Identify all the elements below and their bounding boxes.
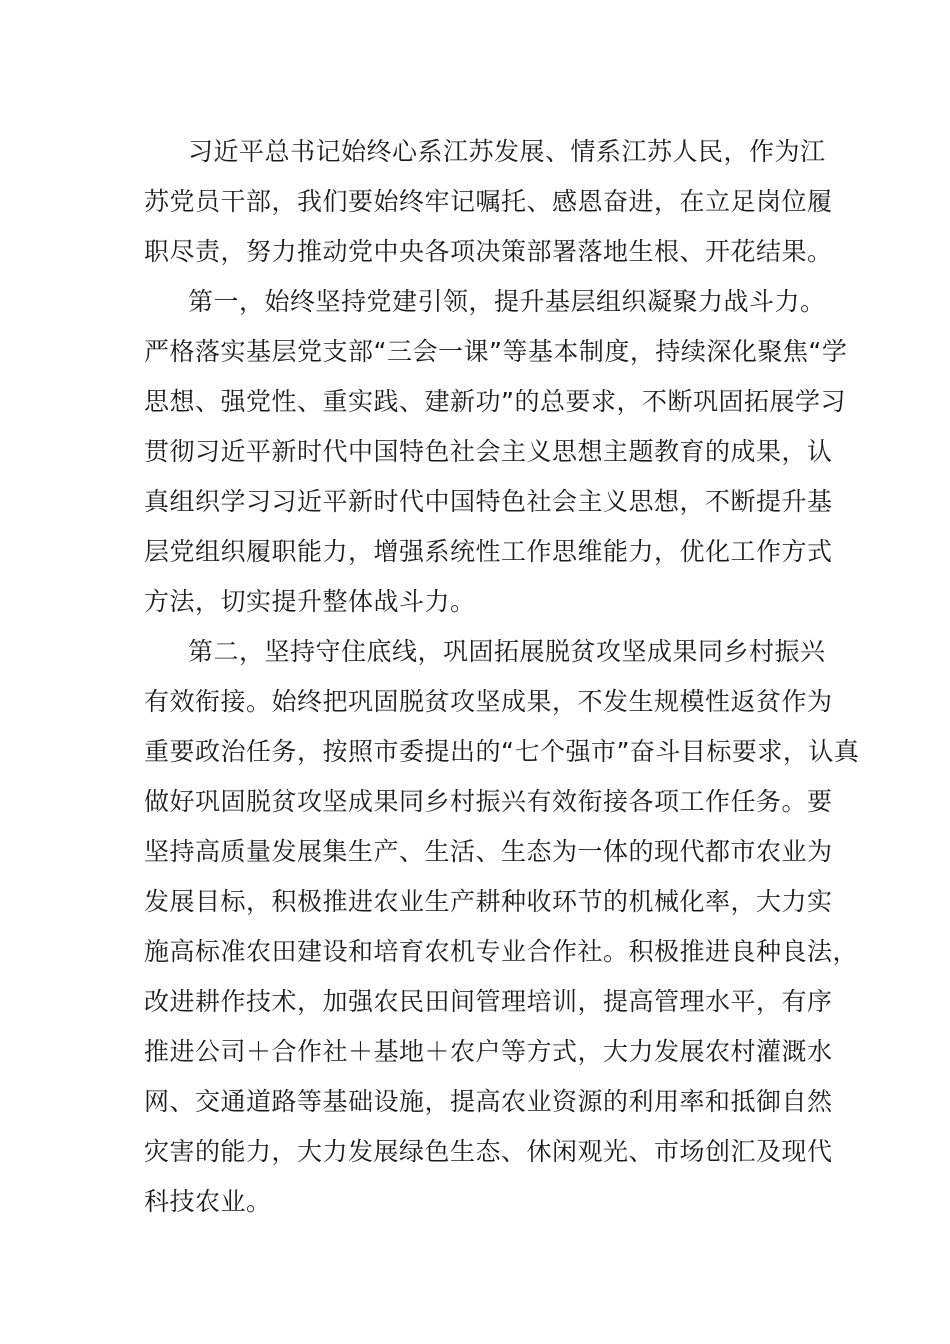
text-line: 发展目标，积极推进农业生产耕种收环节的机械化率，大力实: [144, 887, 833, 916]
text-line: 重要政治任务，按照市委提出的“七个强市”奋斗目标要求，认真: [144, 737, 860, 766]
text-line: 改进耕作技术，加强农民田间管理培训，提高管理水平，有序: [144, 987, 833, 1016]
text-line: 施高标准农田建设和培育农机专业合作社。积极推进良种良法，: [144, 937, 859, 966]
paragraph-second-point: [144, 627, 860, 1227]
text-line: 思想、强党性、重实践、建新功”的总要求，不断巩固拓展学习: [144, 387, 846, 416]
text-line: 灾害的能力，大力发展绿色生态、休闲观光、市场创汇及现代: [144, 1137, 833, 1166]
text-line: 真组织学习习近平新时代中国特色社会主义思想，不断提升基: [144, 487, 833, 516]
text-line: 科技农业。: [144, 1187, 272, 1216]
text-line: 贯彻习近平新时代中国特色社会主义思想主题教育的成果，认: [144, 437, 833, 466]
text-line: 第一，始终坚持党建引领，提升基层组织凝聚力战斗力。: [188, 287, 826, 316]
text-line: 做好巩固脱贫攻坚成果同乡村振兴有效衔接各项工作任务。要: [144, 787, 833, 816]
paragraph-intro: [144, 127, 833, 277]
paragraph-first-point: [144, 277, 848, 627]
text-line: 层党组织履职能力，增强系统性工作思维能力，优化工作方式: [144, 537, 833, 566]
text-line: 有效衔接。始终把巩固脱贫攻坚成果，不发生规模性返贫作为: [144, 687, 833, 716]
text-line: 推进公司＋合作社＋基地＋农户等方式，大力发展农村灌溉水: [144, 1037, 833, 1066]
text-line: 方法，切实提升整体战斗力。: [144, 587, 476, 616]
text-line: 习近平总书记始终心系江苏发展、情系江苏人民，作为江: [188, 137, 826, 166]
text-line: 职尽责，努力推动党中央各项决策部署落地生根、开花结果。: [144, 237, 833, 266]
text-line: 坚持高质量发展集生产、生活、生态为一体的现代都市农业为: [144, 837, 833, 866]
text-line: 严格落实基层党支部“三会一课”等基本制度，持续深化聚焦“学: [144, 337, 848, 366]
text-line: 网、交通道路等基础设施，提高农业资源的利用率和抵御自然: [144, 1087, 833, 1116]
text-line: 苏党员干部，我们要始终牢记嘱托、感恩奋进，在立足岗位履: [144, 187, 833, 216]
document-body: [144, 127, 860, 1227]
text-line: 第二，坚持守住底线，巩固拓展脱贫攻坚成果同乡村振兴: [188, 637, 826, 666]
